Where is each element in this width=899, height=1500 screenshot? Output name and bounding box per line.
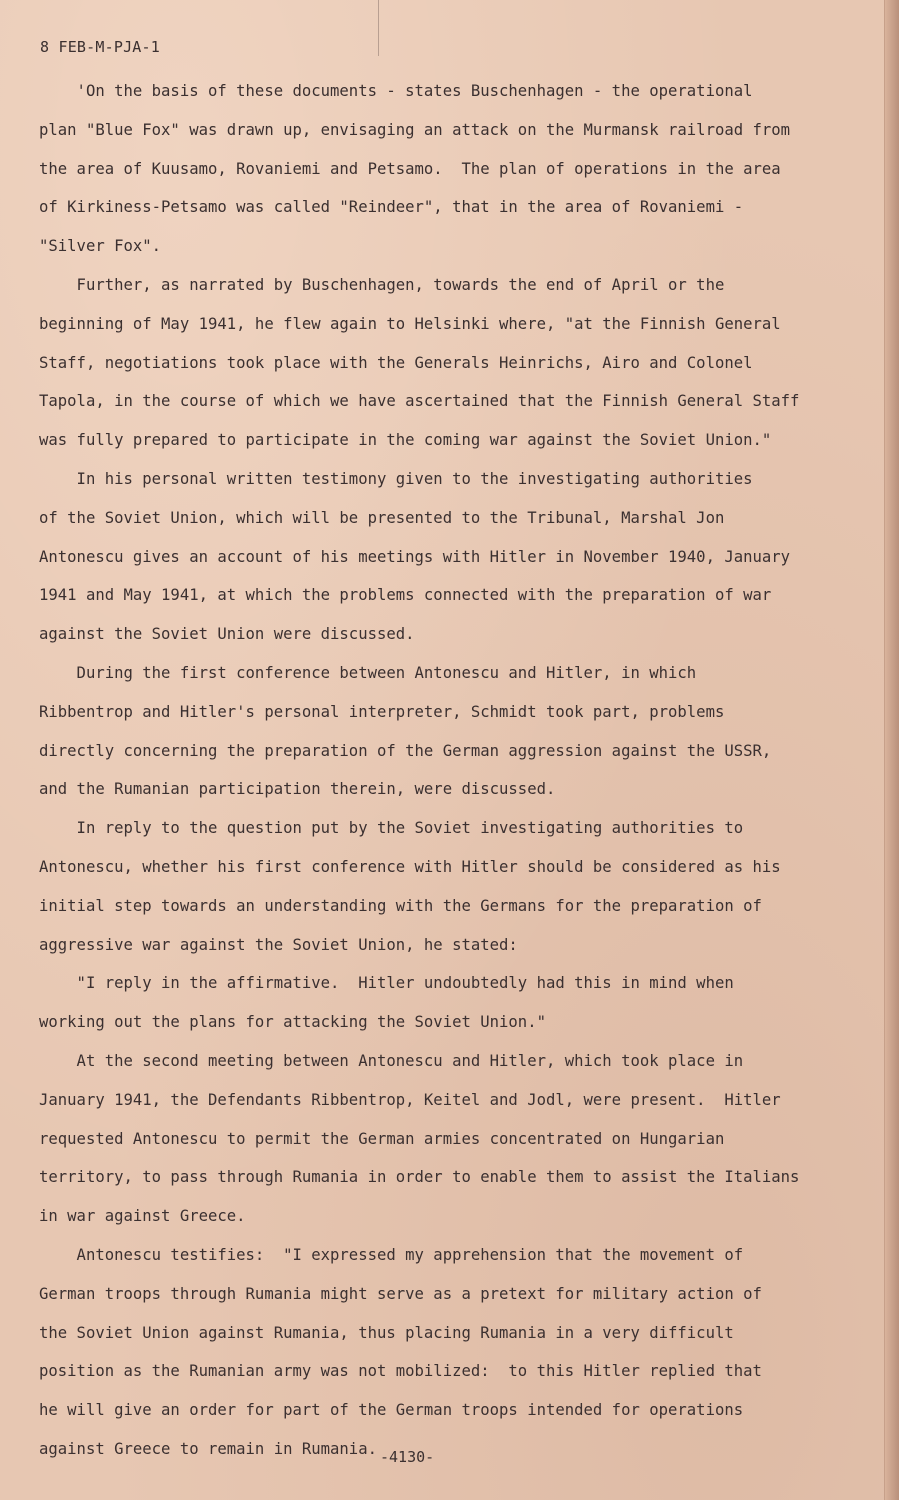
page-number: -4130- — [380, 1448, 435, 1466]
text-line: Antonescu testifies: "I expressed my apprehension that the movement of — [39, 1245, 744, 1264]
text-line: "Silver Fox". — [39, 237, 162, 256]
text-line: position as the Rumanian army was not mobilized: to this Hitler replied that — [39, 1362, 762, 1381]
text-line: Ribbentrop and Hitler's personal interpreter, Schmidt took part, problems — [39, 702, 725, 721]
text-line: requested Antonescu to permit the German armies concentrated on Hungarian — [39, 1129, 725, 1148]
text-line: of Kirkiness-Petsamo was called "Reindeer", that in the area of Rovaniemi - — [39, 198, 744, 217]
text-line: against Greece to remain in Rumania. — [39, 1439, 377, 1458]
text-line: 1941 and May 1941, at which the problems connected with the preparation of war — [39, 586, 772, 605]
text-line: aggressive war against the Soviet Union, he stated: — [39, 935, 518, 954]
text-line: he will give an order for part of the German troops intended for operations — [39, 1401, 744, 1420]
text-line: initial step towards an understanding with the Germans for the preparation of — [39, 896, 762, 915]
text-line: In reply to the question put by the Soviet investigating authorities to — [39, 819, 744, 838]
text-line: the area of Kuusamo, Rovaniemi and Petsamo. The plan of operations in the area — [39, 159, 781, 178]
text-line: the Soviet Union against Rumania, thus placing Rumania in a very difficult — [39, 1323, 734, 1342]
text-line: in war against Greece. — [39, 1207, 246, 1226]
paper-edge — [884, 0, 899, 1500]
text-line: German troops through Rumania might serve as a pretext for military action of — [39, 1284, 762, 1303]
text-line: Antonescu gives an account of his meetings with Hitler in November 1940, January — [39, 547, 791, 566]
text-line: beginning of May 1941, he flew again to Helsinki where, "at the Finnish General — [39, 314, 781, 333]
text-line: Antonescu, whether his first conference with Hitler should be considered as his — [39, 857, 781, 876]
text-line: against the Soviet Union were discussed. — [39, 625, 415, 644]
text-line: In his personal written testimony given to the investigating authorities — [39, 469, 753, 488]
text-line: January 1941, the Defendants Ribbentrop, Keitel and Jodl, were present. Hitler — [39, 1090, 781, 1109]
text-line: working out the plans for attacking the Soviet Union." — [39, 1013, 546, 1032]
text-line: Tapola, in the course of which we have ascertained that the Finnish General Staff — [39, 392, 800, 411]
text-line: was fully prepared to participate in the coming war against the Soviet Union." — [39, 431, 772, 450]
text-line: 'On the basis of these documents - states Buschenhagen - the operational — [39, 82, 753, 100]
text-line: territory, to pass through Rumania in order to enable them to assist the Italians — [39, 1168, 800, 1187]
text-line: plan "Blue Fox" was drawn up, envisaging an attack on the Murmansk railroad from — [39, 120, 791, 139]
text-line: and the Rumanian participation therein, were discussed. — [39, 780, 556, 799]
text-line: Staff, negotiations took place with the Generals Heinrichs, Airo and Colonel — [39, 353, 753, 372]
text-line: directly concerning the preparation of the German aggression against the USSR, — [39, 741, 772, 760]
document-header: 8 FEB-M-PJA-1 — [40, 38, 160, 56]
text-line: During the first conference between Antonescu and Hitler, in which — [39, 663, 697, 682]
text-line: "I reply in the affirmative. Hitler undoubtedly had this in mind when — [39, 974, 734, 993]
text-line: At the second meeting between Antonescu and Hitler, which took place in — [39, 1051, 744, 1070]
fold-mark — [378, 0, 379, 56]
text-line: of the Soviet Union, which will be presented to the Tribunal, Marshal Jon — [39, 508, 725, 527]
text-line: Further, as narrated by Buschenhagen, towards the end of April or the — [39, 275, 725, 294]
body-text — [39, 72, 839, 1469]
